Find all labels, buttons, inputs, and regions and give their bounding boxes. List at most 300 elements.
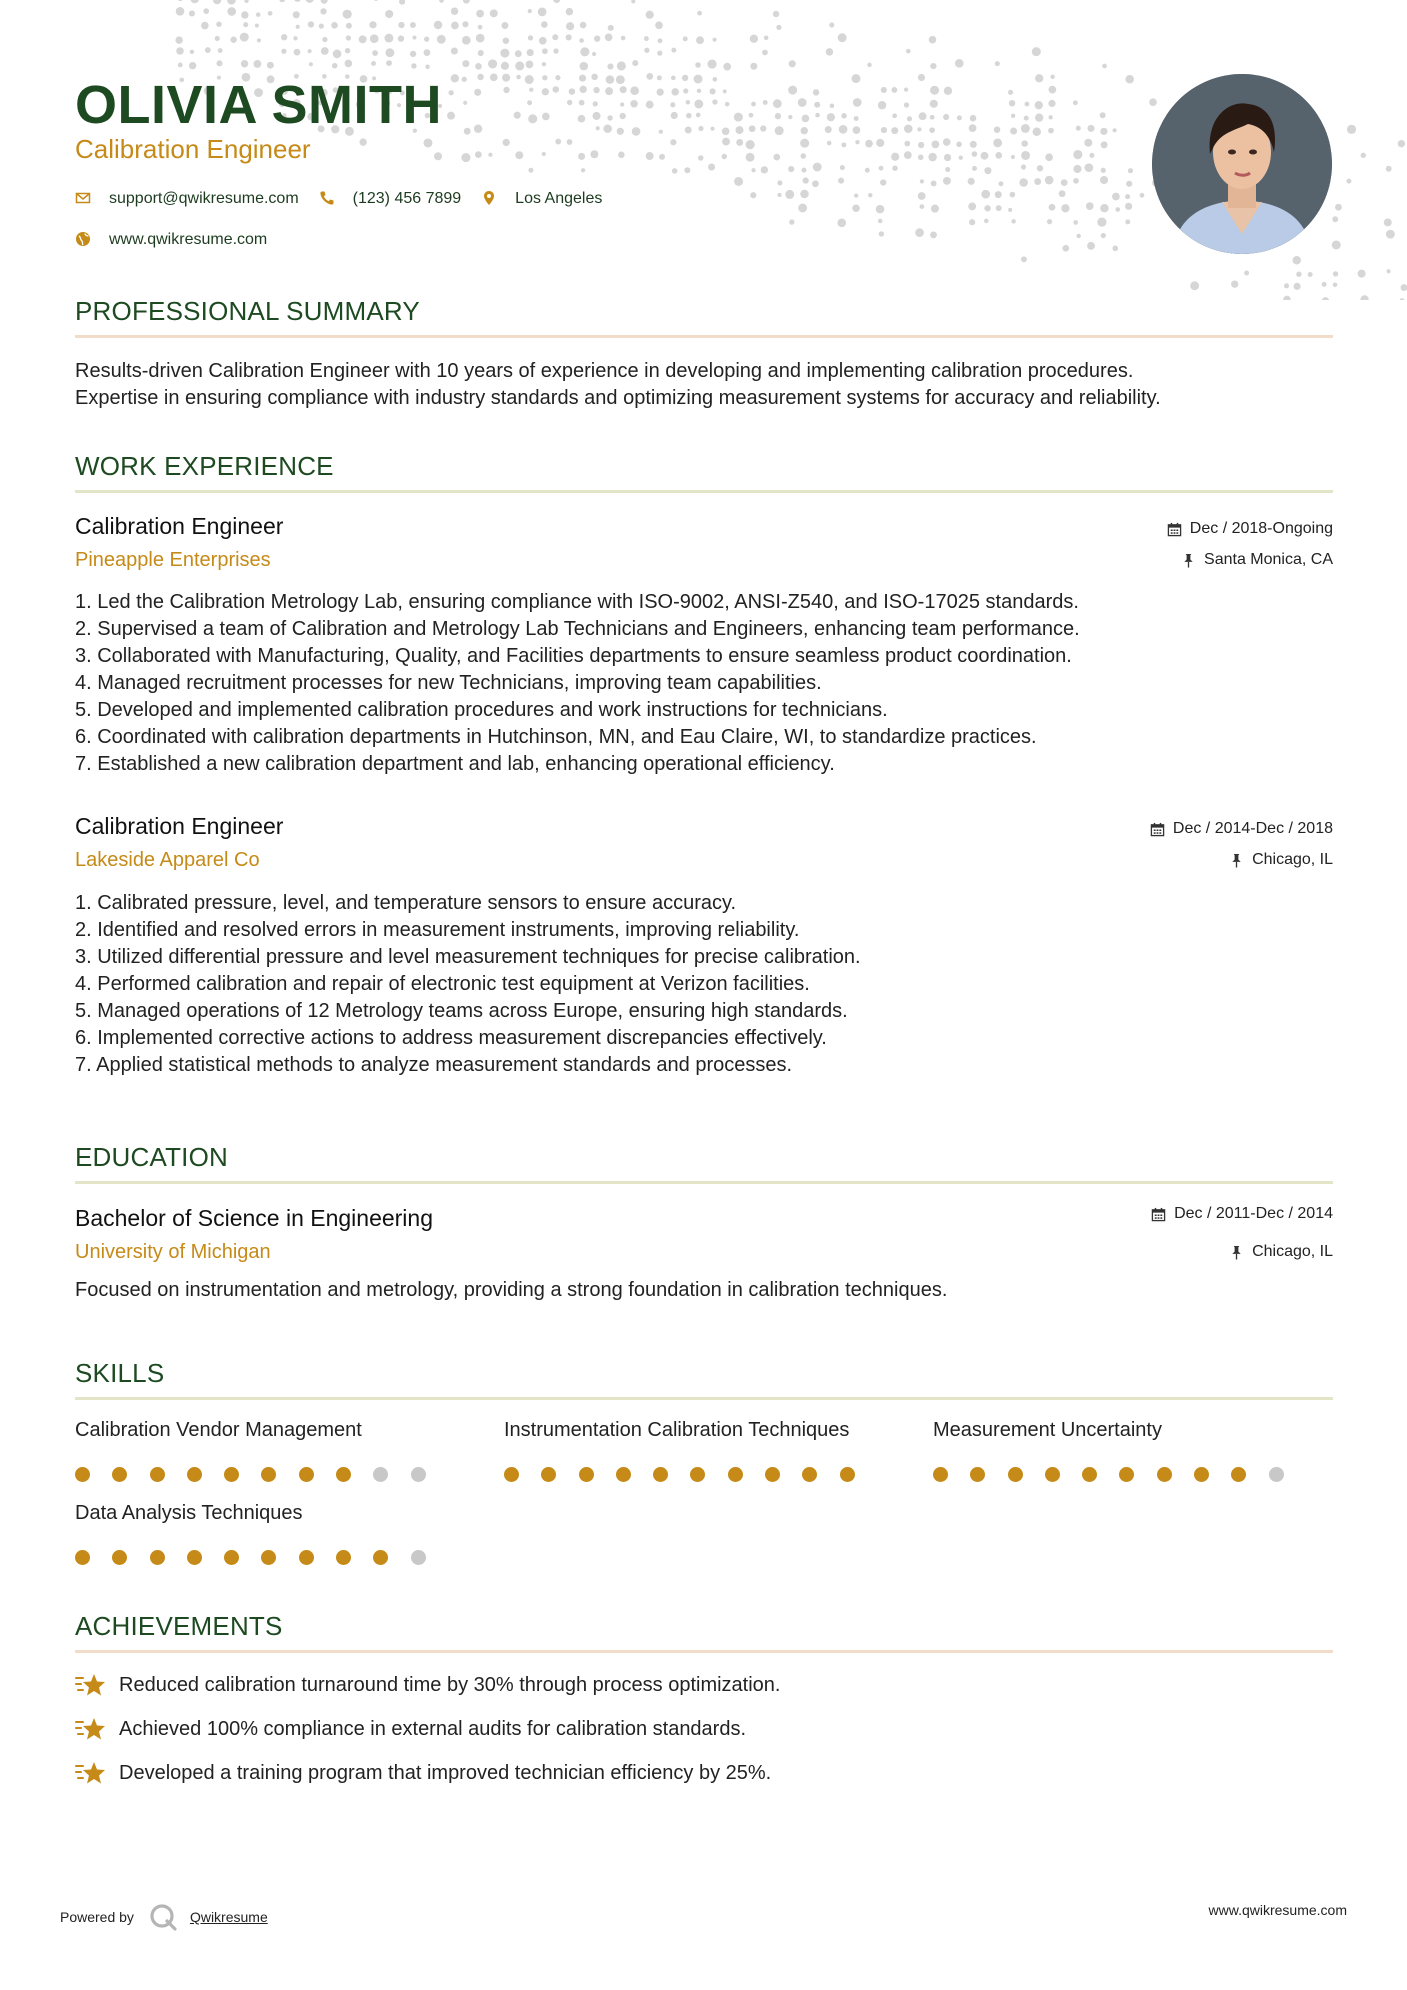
job-dates <box>1167 520 1333 538</box>
decor-dot <box>1125 194 1130 199</box>
decor-dot <box>424 37 429 42</box>
decor-dot <box>1047 219 1052 224</box>
decor-dot <box>865 168 870 173</box>
decor-dot <box>1231 280 1238 287</box>
decor-dot <box>918 142 924 148</box>
rating-dot-filled <box>299 1550 314 1565</box>
decor-dot <box>746 140 755 149</box>
calendar-icon <box>1150 822 1165 837</box>
decor-dot <box>959 155 963 159</box>
decor-dot <box>294 49 301 56</box>
star-icon <box>75 1671 107 1699</box>
decor-dot <box>578 115 586 123</box>
decor-dot <box>1011 114 1015 118</box>
decor-dot <box>1021 140 1027 146</box>
decor-dot <box>710 127 714 131</box>
decor-dot <box>812 180 819 187</box>
decor-dot <box>1045 153 1053 161</box>
decor-dot <box>853 98 862 107</box>
decor-dot <box>319 23 324 28</box>
decor-dot <box>708 60 717 69</box>
decor-dot <box>528 9 532 13</box>
decor-dot <box>528 114 537 123</box>
decor-dot <box>996 205 1002 211</box>
decor-dot <box>399 0 405 5</box>
decor-dot <box>827 113 835 121</box>
decor-dot <box>488 59 497 68</box>
decor-dot <box>696 36 704 44</box>
decor-dot <box>801 127 808 134</box>
list-item: 1. Led the Calibration Metrology Lab, ensuring compliance with ISO-9002, ANSI-Z540, and ISO-17025 standards. <box>75 591 1079 613</box>
list-item: 6. Coordinated with calibration departments in Hutchinson, MN, and Eau Claire, WI, to standardize practices. <box>75 726 1037 748</box>
rating-dot-filled <box>150 1550 165 1565</box>
decor-dot <box>658 38 663 43</box>
decor-dot <box>1062 245 1069 252</box>
decor-dot <box>1008 208 1012 212</box>
rating-dot-filled <box>1082 1467 1097 1482</box>
decor-dot <box>1073 220 1078 225</box>
decor-dot <box>227 0 236 5</box>
decor-dot <box>501 62 509 70</box>
decor-dot <box>322 37 327 42</box>
decor-dot <box>918 154 924 160</box>
decor-dot <box>775 113 781 119</box>
skill-rating <box>75 1467 448 1482</box>
decor-dot <box>1037 165 1043 171</box>
decor-dot <box>525 75 534 84</box>
decor-dot <box>655 21 663 29</box>
decor-dot <box>515 61 524 70</box>
decor-dot <box>1125 203 1132 210</box>
decor-dot <box>698 155 703 160</box>
decor-dot <box>929 127 935 133</box>
decor-dot <box>1387 269 1391 273</box>
rating-dot-filled <box>970 1467 985 1482</box>
decor-dot <box>345 48 350 53</box>
website-link[interactable]: www.qwikresume.com <box>109 231 268 248</box>
decor-dot <box>462 21 468 27</box>
decor-dot <box>552 86 559 93</box>
decor-dot <box>773 11 779 17</box>
decor-dot <box>919 204 924 209</box>
rating-dot-filled <box>261 1467 276 1482</box>
decor-dot <box>370 34 379 43</box>
rating-dot-filled <box>187 1467 202 1482</box>
decor-dot <box>683 36 688 41</box>
decor-dot <box>566 34 572 40</box>
decor-dot <box>725 102 730 107</box>
decor-dot <box>542 88 549 95</box>
decor-dot <box>630 100 638 108</box>
decor-dot <box>928 153 936 161</box>
decor-dot <box>694 100 703 109</box>
decor-dot <box>580 62 589 71</box>
decor-dot <box>566 8 573 15</box>
decor-dot <box>243 22 248 27</box>
decor-dot <box>1140 193 1145 198</box>
decor-dot <box>840 165 845 170</box>
decor-dot <box>1021 256 1027 262</box>
decor-dot <box>800 139 809 148</box>
education-dates <box>1151 1205 1333 1223</box>
decor-dot <box>359 35 367 43</box>
decor-dot <box>657 75 662 80</box>
decor-dot <box>478 50 484 56</box>
decor-dot <box>607 115 612 120</box>
decor-dot <box>437 35 446 44</box>
decor-dot <box>749 113 754 118</box>
job-dates <box>1150 820 1333 838</box>
decor-dot <box>762 50 768 56</box>
decor-dot <box>1073 100 1078 105</box>
decor-dot <box>920 179 924 183</box>
rating-dot-filled <box>336 1550 351 1565</box>
decor-dot <box>999 181 1004 186</box>
decor-dot <box>618 152 624 158</box>
decor-dot <box>178 62 183 67</box>
decor-dot <box>682 75 688 81</box>
rating-dot-filled <box>504 1467 519 1482</box>
decor-dot <box>281 49 286 54</box>
decor-dot <box>684 167 690 173</box>
decor-dot <box>800 190 808 198</box>
decor-dot <box>1008 90 1013 95</box>
decor-dot <box>968 178 975 185</box>
decor-dot <box>723 89 727 93</box>
decor-dot <box>439 0 444 3</box>
decor-dot <box>712 38 716 42</box>
decor-dot <box>1100 176 1108 184</box>
decor-dot <box>434 21 442 29</box>
candidate-title: Calibration Engineer <box>75 134 311 164</box>
decor-dot <box>776 25 781 30</box>
decor-dot <box>750 63 757 70</box>
star-icon <box>75 1715 107 1743</box>
decor-dot <box>553 0 560 3</box>
decor-dot <box>1400 298 1405 300</box>
decor-dot <box>306 0 314 3</box>
decor-dot <box>735 126 743 134</box>
experience-heading: WORK EXPERIENCE <box>75 451 334 481</box>
decor-dot <box>1048 115 1052 119</box>
decor-dot <box>760 125 766 131</box>
decor-dot <box>308 21 314 27</box>
job-dates-text: Dec / 2014-Dec / 2018 <box>1172 820 1333 837</box>
decor-dot <box>176 7 185 16</box>
decor-dot <box>918 192 926 200</box>
decor-dot <box>854 193 858 197</box>
decor-dot <box>617 61 626 70</box>
decor-dot <box>892 165 897 170</box>
decor-dot <box>1386 166 1392 172</box>
skills-heading: SKILLS <box>75 1358 165 1388</box>
pushpin-icon <box>1181 553 1196 568</box>
degree-title: Bachelor of Science in Engineering <box>75 1205 434 1231</box>
phone-number[interactable]: (123) 456 7899 <box>352 190 462 207</box>
list-item: 2. Identified and resolved errors in measurement instruments, improving reliability. <box>75 919 800 941</box>
decor-dot <box>830 103 835 108</box>
decor-dot <box>296 25 300 29</box>
decor-dot <box>955 59 964 68</box>
education-location <box>1229 1243 1333 1261</box>
decor-dot <box>1048 100 1055 107</box>
decor-dot <box>1100 128 1107 135</box>
decor-dot <box>474 125 482 133</box>
decor-dot <box>1035 114 1043 122</box>
decor-dot <box>984 219 989 224</box>
decor-dot <box>580 22 587 29</box>
decor-dot <box>798 204 807 213</box>
decor-dot <box>566 22 574 30</box>
decor-dot <box>542 113 550 121</box>
decor-dot <box>915 228 924 237</box>
decor-dot <box>1048 128 1054 134</box>
rating-dot-filled <box>336 1467 351 1482</box>
rating-dot-filled <box>728 1467 743 1482</box>
decor-dot <box>461 153 470 162</box>
decor-dot <box>320 8 326 14</box>
decor-dot <box>580 47 589 56</box>
decor-dot <box>969 219 975 225</box>
decor-dot <box>1087 242 1095 250</box>
decor-dot <box>904 141 910 147</box>
decor-dot <box>578 153 585 160</box>
decor-dot <box>464 128 471 135</box>
rating-dot-filled <box>150 1467 165 1482</box>
decor-dot <box>213 0 221 4</box>
decor-dot <box>268 11 273 16</box>
rating-dot-filled <box>579 1467 594 1482</box>
decor-dot <box>746 153 755 162</box>
decor-dot <box>891 153 899 161</box>
decor-dot <box>736 139 743 146</box>
skill-item <box>933 1419 1162 1442</box>
decor-dot <box>943 138 951 146</box>
decor-dot <box>463 101 467 105</box>
decor-dot <box>891 87 897 93</box>
decor-dot <box>620 113 626 119</box>
decor-dot <box>227 7 236 16</box>
decor-dot <box>528 35 533 40</box>
decor-dot <box>218 48 223 53</box>
decor-dot <box>216 21 221 26</box>
decor-dot <box>734 177 743 186</box>
decor-dot <box>646 73 653 80</box>
decor-dot <box>644 36 649 41</box>
decor-dot <box>1011 219 1015 223</box>
rating-dot-empty <box>411 1550 426 1565</box>
decor-dot <box>1293 283 1300 290</box>
rating-dot-filled <box>933 1467 948 1482</box>
decor-dot <box>1010 192 1016 198</box>
job-company: Pineapple Enterprises <box>75 549 271 571</box>
decor-dot <box>867 63 871 67</box>
job-location-text: Chicago, IL <box>1252 851 1333 868</box>
decor-dot <box>281 34 287 40</box>
decor-dot <box>503 37 510 44</box>
decor-dot <box>763 100 768 105</box>
globe-icon <box>75 231 93 249</box>
rating-dot-filled <box>224 1550 239 1565</box>
decor-dot <box>789 219 794 224</box>
decor-dot <box>1398 140 1405 147</box>
decor-dot <box>751 102 756 107</box>
job-bullets <box>75 890 861 1079</box>
decor-dot <box>253 60 261 68</box>
decor-dot <box>579 75 586 82</box>
decor-dot <box>343 10 352 19</box>
decor-dot <box>581 168 585 172</box>
decor-dot <box>944 154 951 161</box>
decor-dot <box>1101 233 1106 238</box>
decor-dot <box>764 36 769 41</box>
decor-dot <box>1021 124 1030 133</box>
decor-dot <box>488 153 492 157</box>
decor-dot <box>773 154 780 161</box>
decor-dot <box>657 89 664 96</box>
decor-dot <box>241 11 248 18</box>
decor-dot <box>1061 179 1068 186</box>
phone-icon <box>319 190 337 208</box>
skill-rating <box>933 1467 1306 1482</box>
decor-dot <box>569 88 575 94</box>
decor-dot <box>1333 282 1338 287</box>
decor-dot <box>1019 178 1028 187</box>
decor-dot <box>981 152 989 160</box>
decor-dot <box>722 138 730 146</box>
decor-dot <box>463 0 470 4</box>
decor-dot <box>474 89 481 96</box>
decor-dot <box>995 191 1002 198</box>
decor-dot <box>697 11 702 16</box>
decor-dot <box>777 193 781 197</box>
decor-dot <box>371 61 376 66</box>
list-item: 6. Implemented corrective actions to address measurement discrepancies effectively. <box>75 1027 827 1049</box>
decor-dot <box>372 50 378 56</box>
decor-dot <box>994 126 1001 133</box>
decor-dot <box>1010 128 1017 135</box>
contact-row <box>75 190 602 208</box>
decor-dot <box>541 21 548 28</box>
rating-dot-filled <box>1045 1467 1060 1482</box>
decor-dot <box>591 74 598 81</box>
decor-dot <box>1332 241 1341 250</box>
skill-rating <box>75 1550 448 1565</box>
decor-dot <box>620 102 624 106</box>
decor-dot <box>603 124 612 133</box>
decor-dot <box>930 231 937 238</box>
decor-dot <box>410 22 416 28</box>
decor-dot <box>386 60 392 66</box>
achievement-item <box>75 1715 746 1743</box>
decor-dot <box>244 0 248 3</box>
decor-dot <box>608 25 614 31</box>
candidate-name: OLIVIA SMITH <box>75 75 442 135</box>
decor-dot <box>879 231 884 236</box>
decor-dot <box>907 116 912 121</box>
decor-dot <box>789 60 796 67</box>
decor-dot <box>802 115 810 123</box>
decor-dot <box>411 63 416 68</box>
decor-dot <box>1073 165 1081 173</box>
section-divider <box>75 335 1333 338</box>
location-text: Los Angeles <box>515 190 603 207</box>
list-item: 5. Developed and implemented calibration procedures and work instructions for technicians. <box>75 699 888 721</box>
decor-dot <box>773 99 782 108</box>
decor-dot <box>462 36 471 45</box>
decor-dot <box>1087 125 1094 132</box>
decor-dot <box>670 102 675 107</box>
decor-dot <box>462 60 469 67</box>
decor-dot <box>1112 245 1118 251</box>
decor-dot <box>775 126 784 135</box>
calendar-icon <box>1151 1207 1166 1222</box>
decor-dot <box>671 76 676 81</box>
envelope-icon <box>75 190 93 208</box>
list-item: 3. Utilized differential pressure and level measurement techniques for precise calibration. <box>75 946 861 968</box>
decor-dot <box>750 35 758 43</box>
decor-dot <box>919 112 927 120</box>
map-pin-icon <box>481 190 499 208</box>
section-divider <box>75 1650 1333 1653</box>
decor-dot <box>553 48 558 53</box>
rating-dot-filled <box>112 1550 127 1565</box>
decor-dot <box>1059 190 1066 197</box>
qwikresume-link[interactable]: Qwikresume <box>189 1909 268 1925</box>
decor-dot <box>451 74 459 82</box>
decor-dot <box>215 36 220 41</box>
email-link[interactable]: support@qwikresume.com <box>109 190 299 207</box>
decor-dot <box>1024 116 1029 121</box>
decor-dot <box>1021 151 1030 160</box>
avatar <box>1152 74 1332 254</box>
decor-dot <box>892 113 897 118</box>
decor-dot <box>1347 125 1356 134</box>
decor-dot <box>1084 139 1092 147</box>
decor-dot <box>501 22 508 29</box>
decor-dot <box>1073 150 1082 159</box>
decor-dot <box>567 100 572 105</box>
decor-dot <box>931 140 939 148</box>
job-title: Calibration Engineer <box>75 513 284 539</box>
decor-dot <box>308 49 312 53</box>
decor-dot <box>425 65 429 69</box>
decor-dot <box>516 75 521 80</box>
decor-dot <box>255 23 259 27</box>
decor-dot <box>904 87 908 91</box>
decor-dot <box>854 116 859 121</box>
rating-dot-filled <box>1119 1467 1134 1482</box>
decor-dot <box>331 22 338 29</box>
footer-url[interactable]: www.qwikresume.com <box>1208 1902 1347 1918</box>
rating-dot-filled <box>690 1467 705 1482</box>
achievement-text: Developed a training program that improved technician efficiency by 25%. <box>119 1761 772 1784</box>
decor-dot <box>686 100 691 105</box>
decor-dot <box>931 181 937 187</box>
decor-dot <box>605 33 613 41</box>
decor-dot <box>685 127 692 134</box>
decor-dot <box>945 167 950 172</box>
decor-dot <box>527 100 532 105</box>
decor-dot <box>293 11 300 18</box>
decor-dot <box>596 126 600 130</box>
decor-dot <box>1102 64 1107 69</box>
decor-dot <box>1021 165 1026 170</box>
decor-dot <box>881 87 887 93</box>
decor-dot <box>798 98 807 107</box>
decor-dot <box>1025 102 1030 107</box>
decor-dot <box>1045 176 1054 185</box>
